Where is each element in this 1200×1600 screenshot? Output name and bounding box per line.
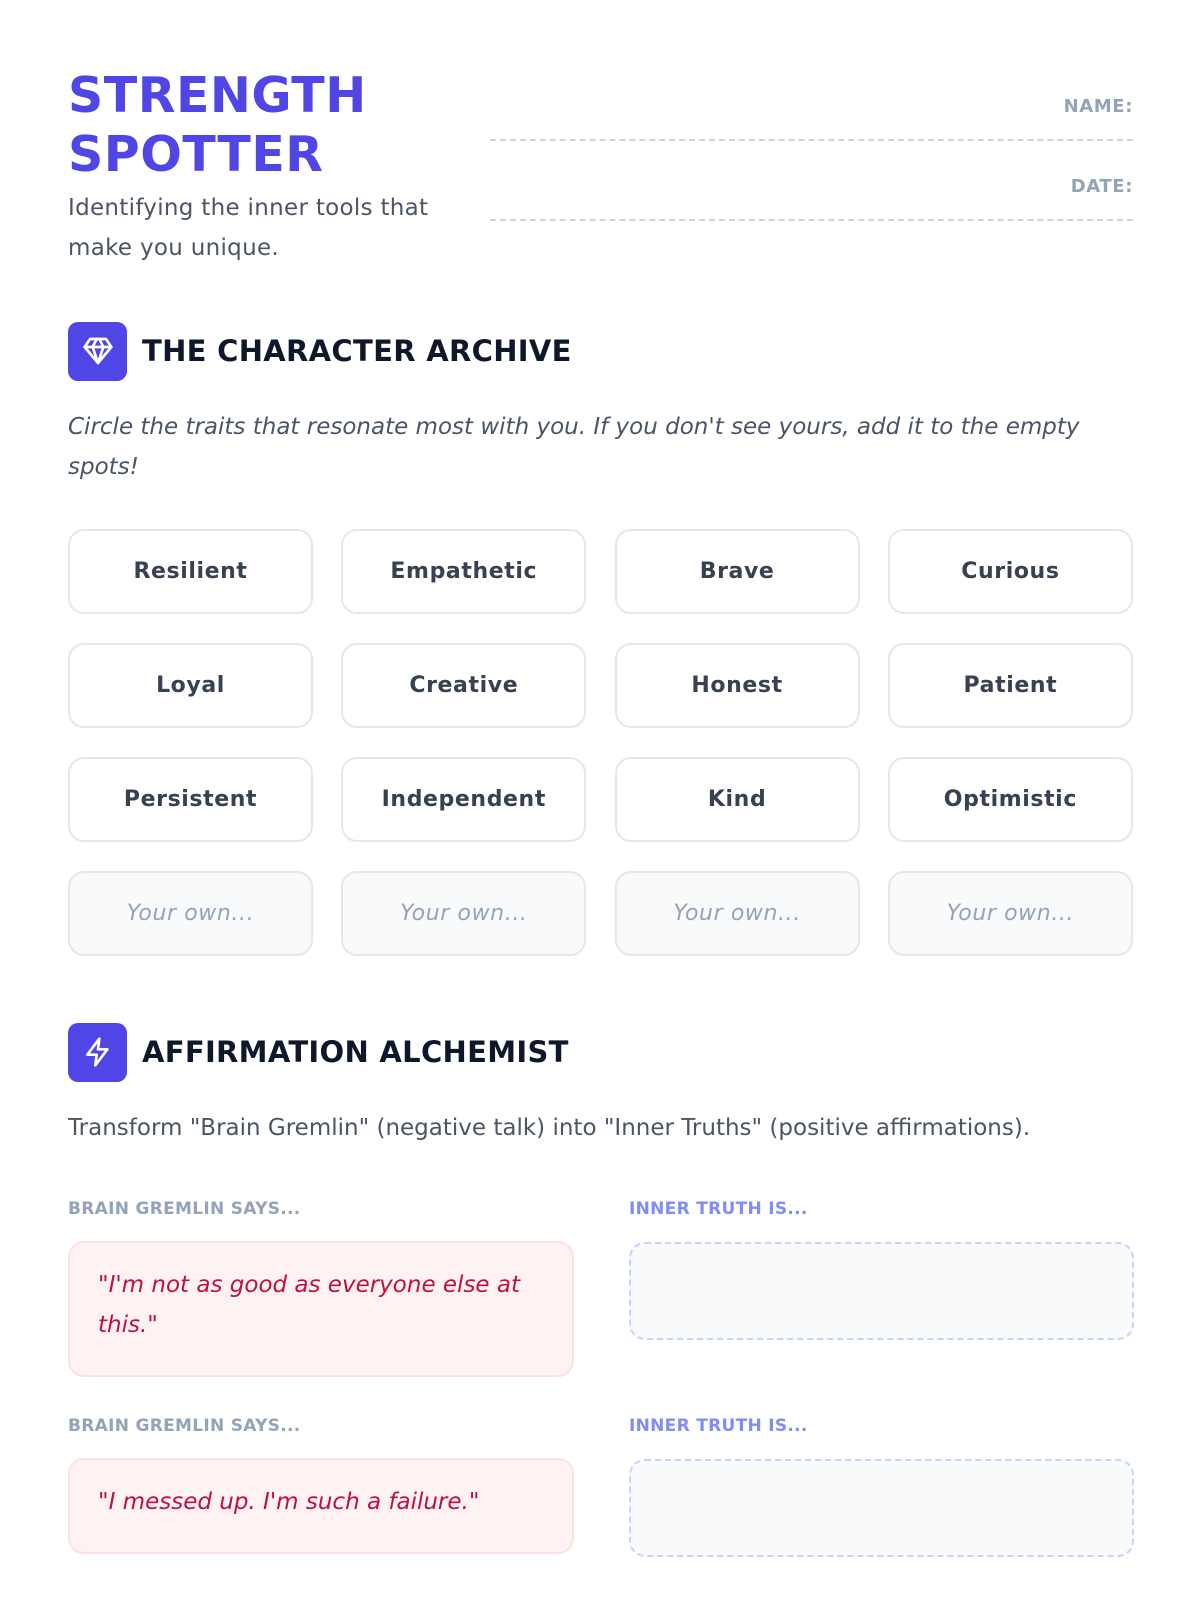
custom-trait-field[interactable]: Your own... xyxy=(68,871,313,956)
custom-trait-field[interactable]: Your own... xyxy=(888,871,1133,956)
lightning-icon xyxy=(68,1023,127,1082)
gremlin-quote: "I'm not as good as everyone else at this." xyxy=(68,1241,574,1377)
trait-chip[interactable]: Loyal xyxy=(68,643,313,728)
gem-icon xyxy=(68,322,127,381)
trait-chip[interactable]: Honest xyxy=(615,643,860,728)
name-label: NAME: xyxy=(1063,96,1133,117)
alchemist-title: AFFIRMATION ALCHEMIST xyxy=(142,1035,569,1069)
trait-chip[interactable]: Creative xyxy=(341,643,586,728)
alchemist-intro: Transform "Brain Gremlin" (negative talk) into "Inner Truths" (positive affirmations). xyxy=(68,1115,1031,1141)
trait-chip[interactable]: Resilient xyxy=(68,529,313,614)
page-subtitle: Identifying the inner tools that make you unique. xyxy=(68,195,429,261)
worksheet-header xyxy=(68,66,1133,266)
trait-chip[interactable]: Brave xyxy=(615,529,860,614)
archive-instruction: Circle the traits that resonate most with you. If you don't see yours, add it to the empty spots! xyxy=(68,414,1080,480)
archive-title: THE CHARACTER ARCHIVE xyxy=(142,334,572,368)
trait-chip[interactable]: Patient xyxy=(888,643,1133,728)
trait-chip[interactable]: Independent xyxy=(341,757,586,842)
name-field[interactable] xyxy=(490,96,1133,141)
archive-section-header xyxy=(68,321,572,381)
trait-chip[interactable]: Persistent xyxy=(68,757,313,842)
gremlin-label: BRAIN GREMLIN SAYS... xyxy=(68,1199,301,1219)
trait-grid xyxy=(68,529,1133,956)
page-title xyxy=(68,66,488,184)
worksheet-page xyxy=(68,0,1133,1600)
custom-trait-field[interactable]: Your own... xyxy=(615,871,860,956)
trait-chip[interactable]: Optimistic xyxy=(888,757,1133,842)
trait-chip[interactable]: Curious xyxy=(888,529,1133,614)
truth-label: INNER TRUTH IS... xyxy=(629,1199,808,1219)
name-line[interactable] xyxy=(490,139,1133,141)
title-line-2: SPOTTER xyxy=(68,126,324,183)
truth-label: INNER TRUTH IS... xyxy=(629,1416,808,1436)
custom-trait-field[interactable]: Your own... xyxy=(341,871,586,956)
date-label: DATE: xyxy=(1070,176,1133,197)
alchemist-section-header xyxy=(68,1022,569,1082)
trait-chip[interactable]: Kind xyxy=(615,757,860,842)
gremlin-quote: "I messed up. I'm such a failure." xyxy=(68,1458,574,1554)
truth-input[interactable] xyxy=(629,1459,1134,1557)
date-line[interactable] xyxy=(490,219,1133,221)
gremlin-label: BRAIN GREMLIN SAYS... xyxy=(68,1416,301,1436)
title-line-1: STRENGTH xyxy=(68,67,367,124)
truth-input[interactable] xyxy=(629,1242,1134,1340)
trait-chip[interactable]: Empathetic xyxy=(341,529,586,614)
date-field[interactable] xyxy=(490,176,1133,221)
